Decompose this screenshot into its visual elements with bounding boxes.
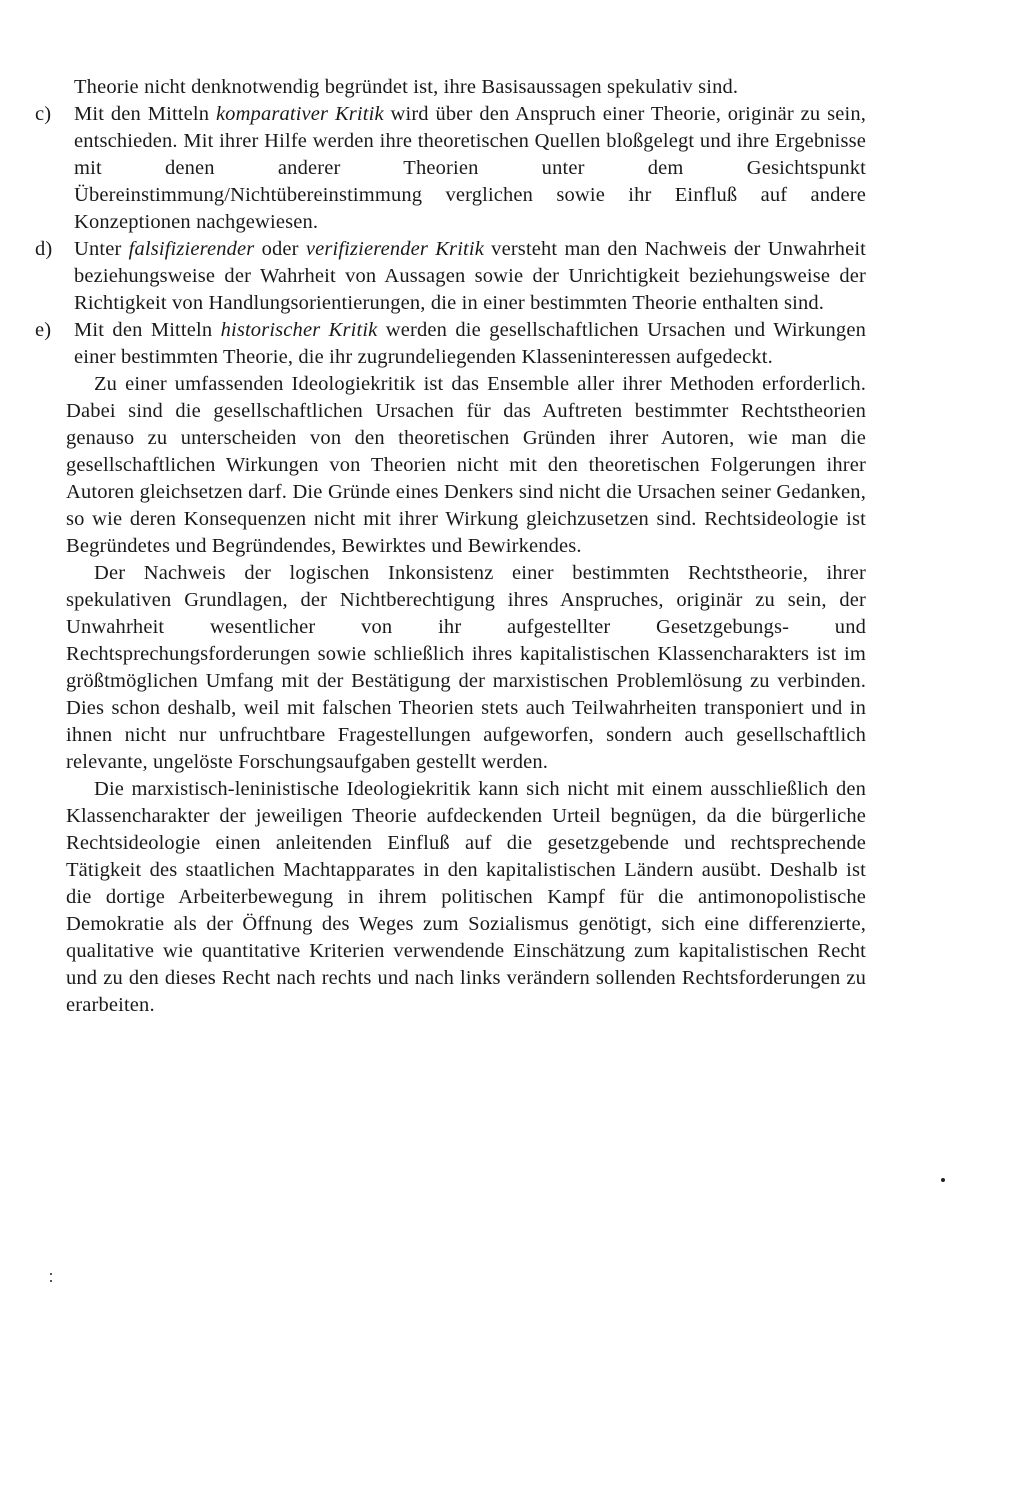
list-text: oder: [254, 238, 306, 260]
list-label: c): [35, 103, 52, 125]
emphasis-text: falsifizierender: [128, 238, 255, 260]
list-item-d: [35, 236, 867, 317]
emphasis-text: komparativer Kritik: [215, 103, 384, 125]
list-item-e: [35, 317, 866, 371]
list-label: d): [35, 238, 53, 260]
ink-speck: [941, 1178, 945, 1182]
list-text: werden die gesellschaftlichen Ursachen und Wirkungen einer bestimmten Theorie, die ihr zugrundeliegenden Klasseninteressen aufgedeckt.: [74, 319, 866, 368]
emphasis-text: historischer Kritik: [220, 319, 378, 341]
emphasis-text: verifizierender Kritik: [305, 238, 484, 260]
body-paragraph: Die marxistisch-leninistische Ideologiekritik kann sich nicht mit einem ausschließlich den Klassencharakter der jeweiligen Theorie aufdeckenden Urteil begnügen, da die bürgerliche Rechtsideologie einen anleitenden Einfluß auf die gesetzgebende und rechtsprechende Tätigkeit des staatlichen Machtapparates in den kapitalistischen Ländern ausübt. Deshalb ist die dortige Arbeiterbewegung in ihrem politischen Kampf für die antimonopolistische Demokratie als der Öffnung des Weges zum Sozialismus genötigt, sich eine differenzierte, qualitative wie quantitative Kriterien verwendende Einschätzung zum kapitalistischen Recht und zu den dieses Recht nach rechts und nach links verändern sollenden Rechtsforderungen zu erarbeiten.: [66, 778, 866, 1016]
body-paragraph: Der Nachweis der logischen Inkonsistenz einer bestimmten Rechtstheorie, ihrer spekulativen Grundlagen, der Nichtberechtigung ihres Anspruches, originär zu sein, der Unwahrheit wesentlicher von ihr aufgestellter Gesetzgebungs- und Rechtsprechungsforderungen sowie schließlich ihres kapitalistischen Klassencharakters ist im größtmöglichen Umfang mit der Bestätigung der marxistischen Problemlösung zu verbinden. Dies schon deshalb, weil mit falschen Theorien stets auch Teilwahrheiten transponiert und in ihnen nicht nur unfruchtbare Fragestellungen aufgeworfen, sondern auch gesellschaftlich relevante, ungelöste Forschungsaufgaben gestellt werden.: [66, 562, 866, 773]
list-text: wird über den Anspruch einer Theorie, originär zu sein, entschieden. Mit ihrer Hilfe werden ihre theoretischen Quellen bloßgelegt und ihre Ergebnisse mit denen anderer Theorien unter dem Gesichtspunkt Übereinstimmung/Nichtübereinstimmung verglichen sowie ihr Einfluß auf andere Konzeptionen nachgewiesen.: [74, 103, 867, 233]
list-item-c: [35, 101, 867, 236]
list-text: Mit den Mitteln: [74, 319, 221, 341]
list-text: Unter: [74, 238, 129, 260]
list-label: e): [35, 319, 52, 341]
margin-specks: [50, 1273, 53, 1289]
list-text: Mit den Mitteln: [74, 103, 216, 125]
document-page: [35, 74, 867, 1019]
list-text: versteht man den Nachweis der Unwahrheit beziehungsweise der Wahrheit von Aussagen sowie der Unrichtigkeit beziehungsweise der Richtigkeit von Handlungsorientierungen, die in einer bestimmten Theorie enthalten sind.: [74, 238, 867, 314]
lead-paragraph: Theorie nicht denknotwendig begründet ist, ihre Basisaussagen spekulativ sind.: [74, 76, 739, 98]
body-paragraph: Zu einer umfassenden Ideologiekritik ist das Ensemble aller ihrer Methoden erforderlich. Dabei sind die gesellschaftlichen Ursachen für das Auftreten bestimmter Rechtstheorien genauso zu unterscheiden von den theoretischen Gründen ihrer Autoren, wie man die gesellschaftlichen Wirkungen von Theorien nicht mit den theoretischen Folgerungen ihrer Autoren gleichsetzen darf. Die Gründe eines Denkers sind nicht die Ursachen seiner Gedanken, so wie deren Konsequenzen nicht mit ihrer Wirkung gleichzusetzen sind. Rechtsideologie ist Begründetes und Begründendes, Bewirktes und Bewirkendes.: [66, 373, 866, 557]
